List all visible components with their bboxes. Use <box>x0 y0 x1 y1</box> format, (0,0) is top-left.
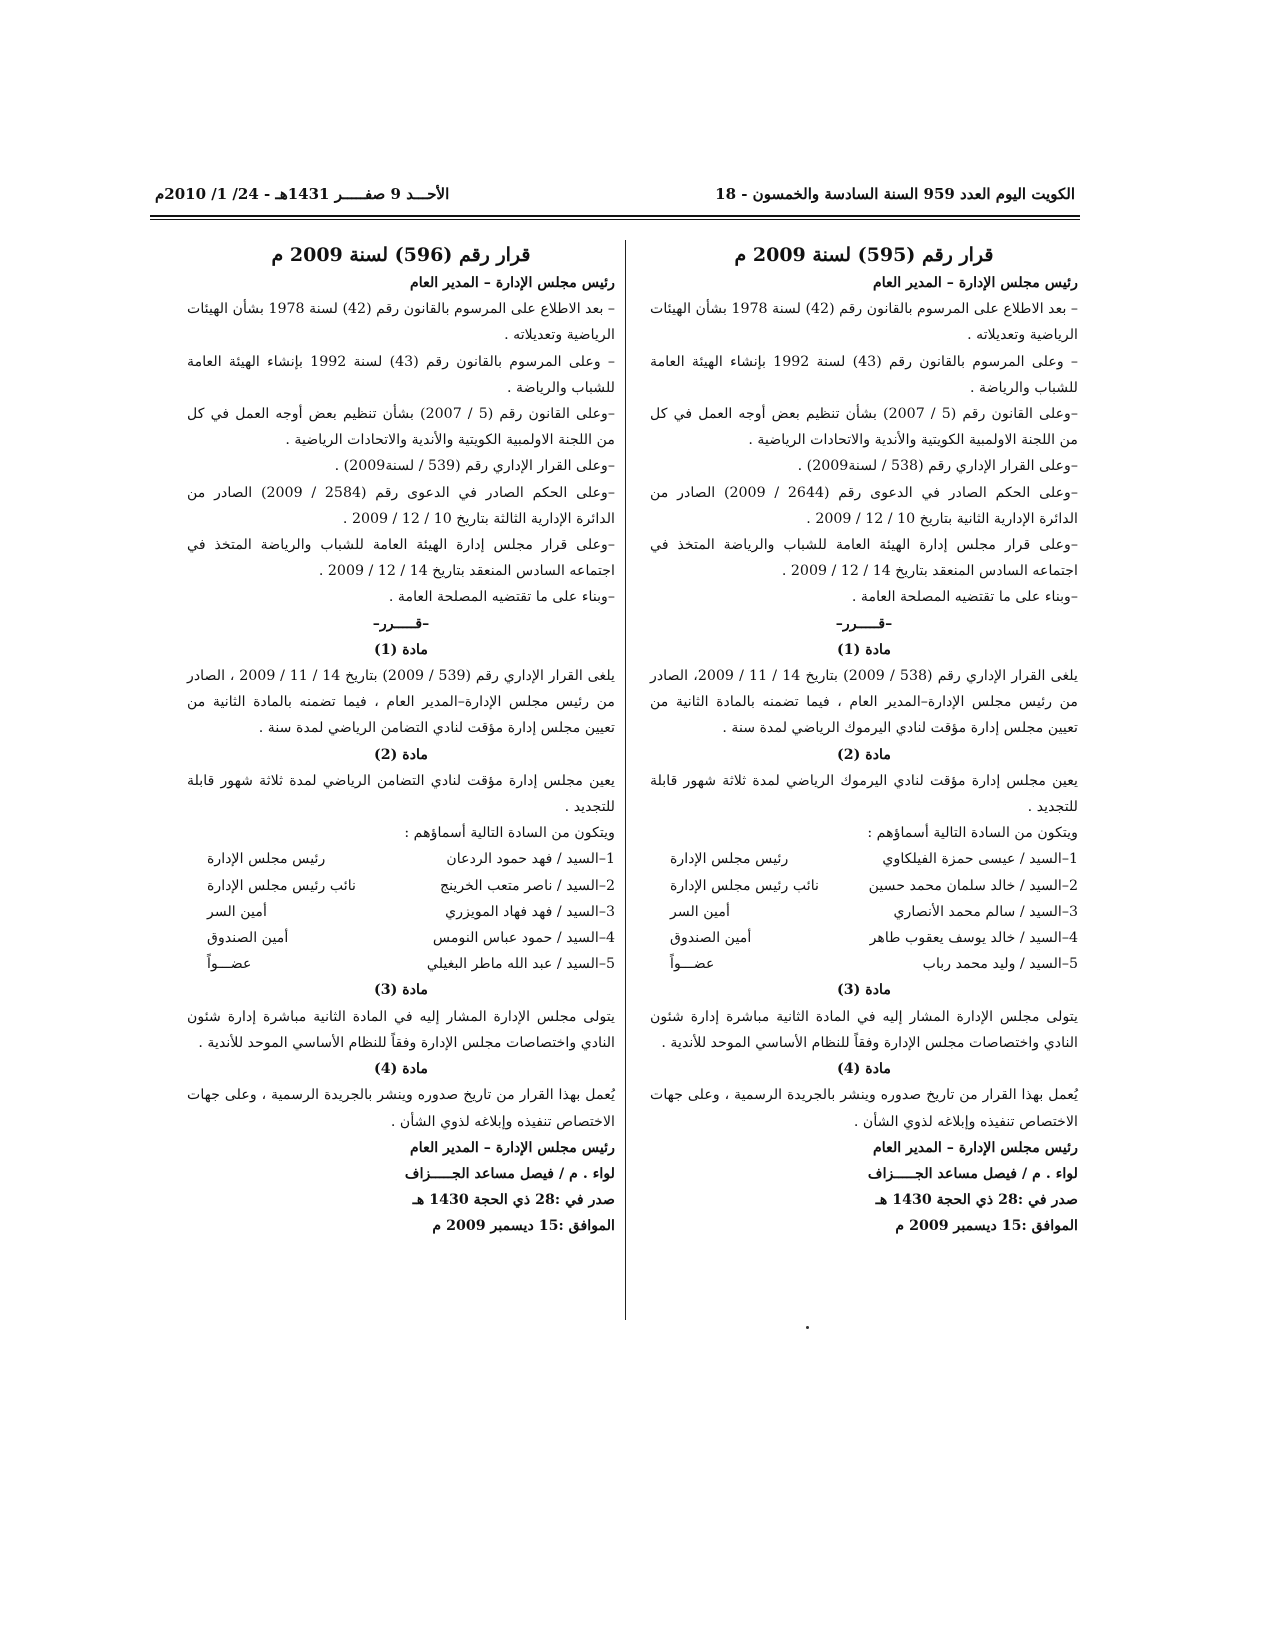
issue-date-gregorian: الموافق :15 ديسمبر 2009 م <box>895 1218 1078 1235</box>
member-role: أمين السر <box>207 903 267 920</box>
decision-title: قرار رقم (595) لسنة 2009 م <box>734 244 994 266</box>
member-row <box>187 951 615 977</box>
decides-heading: –قـــــرر– <box>835 615 893 632</box>
signature-title: رئيس مجلس الإدارة – المدير العام <box>873 1139 1078 1156</box>
signature-name: لواء . م / فيصل مساعد الجـــــزاف <box>867 1165 1078 1182</box>
article-4-text: يُعمل بهذا القرار من تاريخ صدوره وينشر بالجريدة الرسمية ، وعلى جهات الاختصاص تنفيذه وإبلاغه لذوي الشأن . <box>187 1087 615 1130</box>
member-role: عضـــواً <box>207 956 252 973</box>
member-name: 3–السيد / فهد فهاد المويزري <box>445 903 615 920</box>
article-2-text: يعين مجلس إدارة مؤقت لنادي اليرموك الرياضي لمدة ثلاثة شهور قابلة للتجديد . <box>650 772 1078 816</box>
article-1-text: يلغى القرار الإداري رقم (539 / 2009) بتاريخ 14 / 11 / 2009 ، الصادر من رئيس مجلس الإدارة–المدير العام ، فيما تضمنه بالمادة الثانية من تعيين مجلس إدارة مؤقت لنادي التضامن الرياضي لمدة سنة . <box>187 668 615 737</box>
article-4-title: مادة (4) <box>374 1061 428 1078</box>
article-2-title: مادة (2) <box>374 746 428 763</box>
article-4-title: مادة (4) <box>837 1061 891 1078</box>
header-rule-thin <box>150 219 1080 220</box>
member-role: رئيس مجلس الإدارة <box>207 851 326 868</box>
preamble-clause: –وعلى القرار الإداري رقم (539 / لسنة2009) . <box>334 458 615 475</box>
preamble-clause: –وبناء على ما تقتضيه المصلحة العامة . <box>851 589 1078 606</box>
decision-595-column <box>650 240 1078 1240</box>
member-name: 1–السيد / فهد حمود الردعان <box>446 851 615 868</box>
preamble-clause: –وعلى القانون رقم (5 / 2007) بشأن تنظيم بعض أوجه العمل في كل من اللجنة الاولمبية الكويتية والأندية والاتحادات الرياضية . <box>650 406 1078 449</box>
member-name: 4–السيد / خالد يوسف يعقوب طاهر <box>869 930 1078 947</box>
article-3-title: مادة (3) <box>837 982 891 999</box>
article-2-title: مادة (2) <box>837 746 891 763</box>
member-row <box>650 899 1078 925</box>
member-row <box>187 873 615 899</box>
article-1-title: مادة (1) <box>837 641 891 658</box>
member-name: 3–السيد / سالم محمد الأنصاري <box>893 903 1078 920</box>
member-role: رئيس مجلس الإدارة <box>670 851 789 868</box>
article-4-text: يُعمل بهذا القرار من تاريخ صدوره وينشر بالجريدة الرسمية ، وعلى جهات الاختصاص تنفيذه وإبلاغه لذوي الشأن . <box>650 1087 1078 1130</box>
member-name: 4–السيد / حمود عباس النومس <box>432 930 615 947</box>
scan-speck <box>806 1326 809 1329</box>
issue-date-gregorian: الموافق :15 ديسمبر 2009 م <box>432 1218 615 1235</box>
header-rule-thick <box>150 215 1080 217</box>
member-name: 1–السيد / عيسى حمزة الفيلكاوي <box>882 851 1078 868</box>
signature-title: رئيس مجلس الإدارة – المدير العام <box>410 1139 615 1156</box>
header-issue-info: الكويت اليوم العدد 959 السنة السادسة والخمسون - 18 <box>715 185 1075 203</box>
member-row <box>650 873 1078 899</box>
members-intro: ويتكون من السادة التالية أسماؤهم : <box>404 825 615 842</box>
decision-issuer: رئيس مجلس الإدارة – المدير العام <box>873 275 1078 291</box>
preamble-clause: – بعد الاطلاع على المرسوم بالقانون رقم (42) لسنة 1978 بشأن الهيئات الرياضية وتعديلاته . <box>650 301 1079 344</box>
preamble-clause: –وعلى الحكم الصادر في الدعوى رقم (2584 / 2009) الصادر من الدائرة الإدارية الثالثة بتاريخ 10 / 12 / 2009 . <box>187 484 615 527</box>
page-header <box>155 185 1075 207</box>
column-divider <box>625 240 626 1320</box>
preamble-clause: –وعلى القرار الإداري رقم (538 / لسنة2009) . <box>797 458 1078 475</box>
issue-date-hijri: صدر في :28 ذي الحجة 1430 هـ <box>875 1192 1078 1209</box>
member-role: نائب رئيس مجلس الإدارة <box>207 877 356 894</box>
members-intro: ويتكون من السادة التالية أسماؤهم : <box>867 825 1078 842</box>
decision-596-column <box>187 240 615 1240</box>
member-row <box>187 846 615 872</box>
member-role: أمين الصندوق <box>670 930 752 947</box>
preamble-clause: – وعلى المرسوم بالقانون رقم (43) لسنة 1992 بإنشاء الهيئة العامة للشباب والرياضة . <box>187 353 615 396</box>
preamble-clause: –وعلى قرار مجلس إدارة الهيئة العامة للشباب والرياضة المتخذ في اجتماعه السادس المنعقد بتاريخ 14 / 12 / 2009 . <box>187 537 615 580</box>
article-3-text: يتولى مجلس الإدارة المشار إليه في المادة الثانية مباشرة إدارة شئون النادي واختصاصات مجلس الإدارة وفقاً للنظام الأساسي الموحد للأندية . <box>650 1008 1078 1051</box>
member-name: 2–السيد / ناصر متعب الخرينج <box>439 877 615 894</box>
article-2-text: يعين مجلس إدارة مؤقت لنادي التضامن الرياضي لمدة ثلاثة شهور قابلة للتجديد . <box>187 772 615 816</box>
preamble-clause: –وعلى القانون رقم (5 / 2007) بشأن تنظيم بعض أوجه العمل في كل من اللجنة الاولمبية الكويتية والأندية والاتحادات الرياضية . <box>187 406 615 449</box>
member-role: نائب رئيس مجلس الإدارة <box>670 877 819 894</box>
preamble-clause: –وعلى الحكم الصادر في الدعوى رقم (2644 / 2009) الصادر من الدائرة الإدارية الثانية بتاريخ 10 / 12 / 2009 . <box>650 484 1078 527</box>
member-row <box>650 846 1078 872</box>
preamble-clause: –وبناء على ما تقتضيه المصلحة العامة . <box>388 589 615 606</box>
decides-heading: –قـــــرر– <box>372 615 430 632</box>
member-name: 5–السيد / وليد محمد رباب <box>922 956 1078 973</box>
member-name: 2–السيد / خالد سلمان محمد حسين <box>868 877 1078 894</box>
preamble-clause: – بعد الاطلاع على المرسوم بالقانون رقم (42) لسنة 1978 بشأن الهيئات الرياضية وتعديلاته . <box>187 301 616 344</box>
member-role: أمين الصندوق <box>207 930 289 947</box>
member-row <box>187 899 615 925</box>
article-1-title: مادة (1) <box>374 641 428 658</box>
decision-issuer: رئيس مجلس الإدارة – المدير العام <box>410 275 615 291</box>
member-row <box>187 925 615 951</box>
header-date: الأحـــد 9 صفـــــر 1431هـ - 24/ 1/ 2010م <box>155 185 450 203</box>
article-3-title: مادة (3) <box>374 982 428 999</box>
member-role: عضـــواً <box>670 956 715 973</box>
member-role: أمين السر <box>670 903 730 920</box>
member-row <box>650 925 1078 951</box>
member-name: 5–السيد / عبد الله ماطر البغيلي <box>426 956 615 973</box>
article-1-text: يلغى القرار الإداري رقم (538 / 2009) بتاريخ 14 / 11 / 2009، الصادر من رئيس مجلس الإدارة–المدير العام ، فيما تضمنه بالمادة الثانية من تعيين مجلس إدارة مؤقت لنادي اليرموك الرياضي لمدة سنة . <box>650 668 1078 737</box>
issue-date-hijri: صدر في :28 ذي الحجة 1430 هـ <box>412 1192 615 1209</box>
preamble-clause: –وعلى قرار مجلس إدارة الهيئة العامة للشباب والرياضة المتخذ في اجتماعه السادس المنعقد بتاريخ 14 / 12 / 2009 . <box>650 537 1078 580</box>
preamble-clause: – وعلى المرسوم بالقانون رقم (43) لسنة 1992 بإنشاء الهيئة العامة للشباب والرياضة . <box>650 353 1078 396</box>
article-3-text: يتولى مجلس الإدارة المشار إليه في المادة الثانية مباشرة إدارة شئون النادي واختصاصات مجلس الإدارة وفقاً للنظام الأساسي الموحد للأندية . <box>187 1008 615 1051</box>
member-row <box>650 951 1078 977</box>
signature-name: لواء . م / فيصل مساعد الجـــــزاف <box>404 1165 615 1182</box>
decision-title: قرار رقم (596) لسنة 2009 م <box>271 244 531 266</box>
